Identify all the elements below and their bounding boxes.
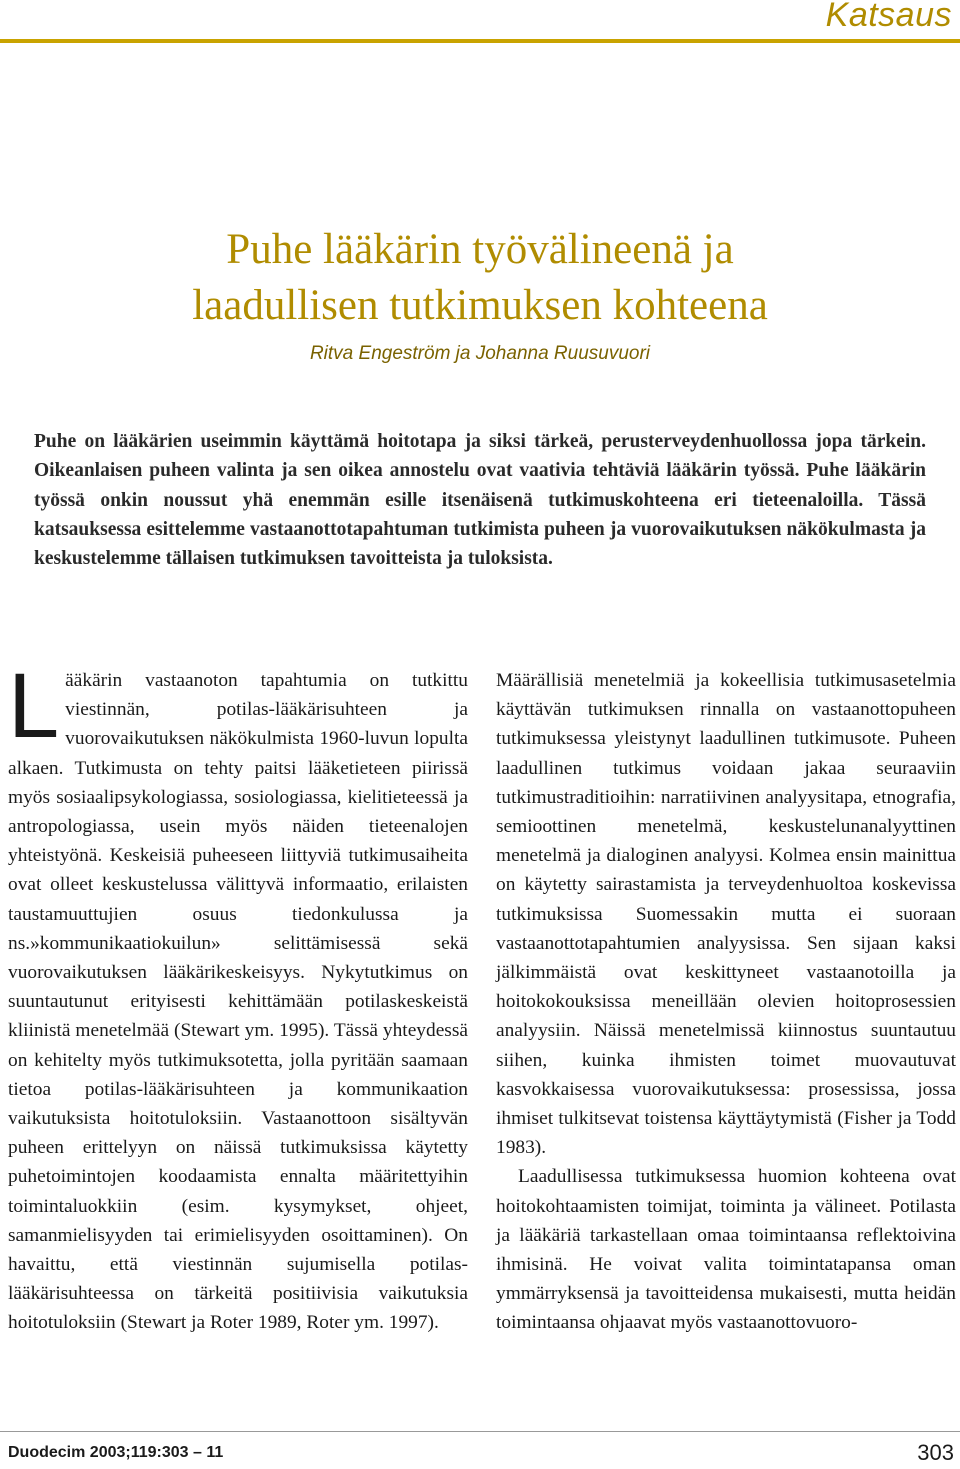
title-line-2: laadullisen tutkimuksen kohteena — [192, 282, 768, 329]
drop-cap: L — [8, 655, 60, 757]
body-column-right — [496, 666, 956, 1338]
header-rule — [0, 39, 960, 43]
page-number: 303 — [917, 1440, 954, 1465]
body-paragraph: Laadullisessa tutkimuksessa huomion kohteena ovat hoitokohtaamisten toimijat, toiminta ja välineet. Potilasta ja lääkäriä tarkastellaan omaa toimintaansa reflektoivina ihmisinä. He voivat valita toimintatapansa oman ymmärryksensä ja tavoitteidensa mukaisesti, mutta heidän toimintaansa ohjaavat myös vastaanottovuoro- — [496, 1166, 956, 1334]
journal-citation: Duodecim 2003;119:303 – 11 — [8, 1444, 224, 1461]
section-label: Katsaus — [825, 0, 952, 34]
footer-rule — [0, 1431, 960, 1432]
body-column-left — [8, 655, 468, 1338]
article-title — [40, 222, 920, 334]
body-paragraph: Määrällisiä menetelmiä ja kokeellisia tutkimusasetelmia käyttävän tutkimuksen rinnalla on vastaanottopuheen tutkimuksessa yleistynyt laadullinen tutkimusote. Puheen laadullinen tutkimus voidaan jakaa seuraaviin tutkimustraditioihin: narratiivinen analyysitapa, etnografia, semioottinen menetelmä, keskustelunanalyyttinen menetelmä ja dialoginen analyysi. Kolmea ensin mainittua on käytetty sairastamista ja terveydenhuoltoa koskevissa tutkimuksissa Suomessakin mutta ei suoraan vastaanottotapahtumien analyysissa. Sen sijaan kaksi jälkimmäistä ovat keskittyneet vastaanotoilla ja hoitokokouksissa meneillään olevien hoitoprosessien analyysiin. Näissä menetelmissä kiinnostus suuntautuu siihen, kuinka ihmisten toimet muovautuvat kasvokkaisessa vuorovaikutuksessa: prosessissa, jossa ihmiset tulkitsevat toistensa käyttäytymistä (Fisher ja Todd 1983). — [496, 670, 956, 1159]
body-paragraph-text: ääkärin vastaanoton tapahtumia on tutkittu viestinnän, potilas-lääkärisuhteen ja vuorovaikutuksen näkökulmista 1960-luvun lopulta alkaen. Tutkimusta on tehty paitsi lääketieteen piirissä myös sosiaalipsykologiassa, sosiologiassa, kielitieteessä ja antropologiassa, usein myös näiden tieteenalojen yhteistyönä. Keskeisiä puheeseen liittyviä tutkimusaiheita ovat olleet keskustelussa välittyvä informaatio, erilaisten taustamuuttujien osuus tiedonkulussa ja ns.»kommunikaatiokuilun» selittämisessä sekä vuorovaikutuksen lääkärikeskeisyys. Nykytutkimus on suuntautunut erityisesti kehittämään potilaskeskeistä kliinistä menetelmää (Stewart ym. 1995). Tässä yhteydessä on kehitelty myös tutkimuksotetta, jolla pyritään saamaan tietoa potilas-lääkärisuhteen ja kommunikaation vaikutuksista hoitotuloksiin. Vastaanottoon sisältyvän puheen erittelyyn on näissä tutkimuksissa käytetty puhetoimintojen koodaamista ennalta määritettyihin toimintaluokkiin (esim. kysymykset, ohjeet, samanmielisyyden tai erimielisyyden osoittaminen). On havaittu, että viestinnän sujumisella potilas-lääkärisuhteessa on tärkeitä positiivisia vaikutuksia hoitotuloksiin (Stewart ja Roter 1989, Roter ym. 1997). — [8, 670, 468, 1334]
body-paragraph — [8, 655, 468, 1338]
article-abstract: Puhe on lääkärien useimmin käyttämä hoitotapa ja siksi tärkeä, perusterveydenhuollossa jopa tärkein. Oikeanlaisen puheen valinta ja sen oikea annostelu ovat vaativia tehtäviä lääkärin työssä. Puhe lääkärin työssä onkin noussut yhä enemmän esille itsenäisenä tutkimuskohteena eri tieteenaloilla. Tässä katsauksessa esittelemme vastaanottotapahtuman tutkimista puheen ja vuorovaikutuksen näkökulmasta ja keskustelemme tällaisen tutkimuksen tavoitteista ja tuloksista. — [34, 431, 926, 570]
article-authors: Ritva Engeström ja Johanna Ruusuvuori — [309, 343, 651, 364]
title-line-1: Puhe lääkärin työvälineenä ja — [226, 226, 734, 273]
